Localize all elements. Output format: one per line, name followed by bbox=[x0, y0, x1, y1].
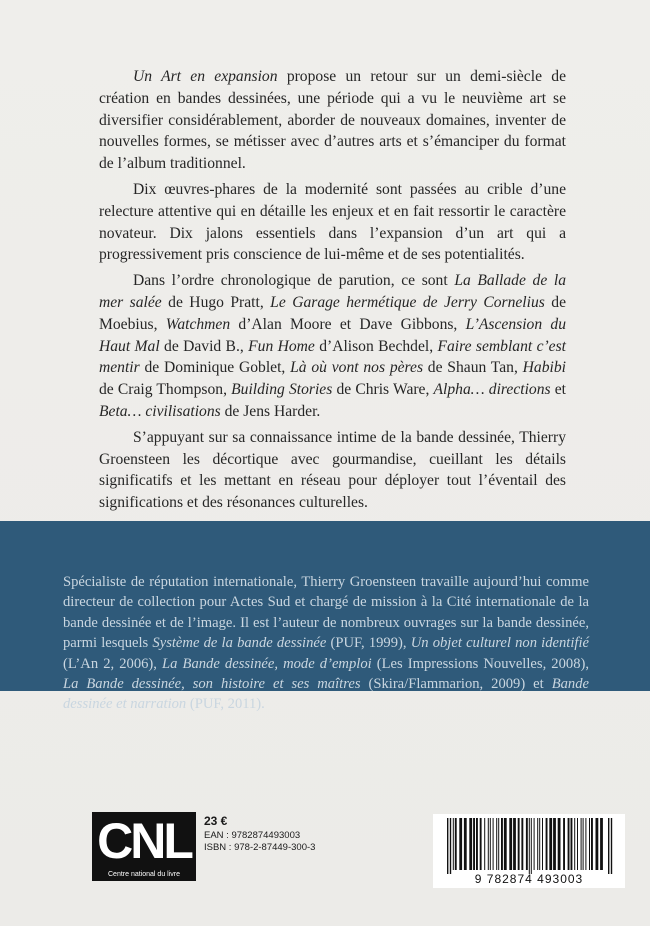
barcode-bar bbox=[476, 818, 478, 870]
barcode-bar bbox=[611, 818, 612, 874]
cnl-logo bbox=[92, 812, 196, 881]
barcode-bar bbox=[591, 818, 593, 870]
barcode-bar bbox=[585, 818, 586, 870]
barcode-bar bbox=[546, 818, 548, 870]
barcode-bar bbox=[581, 818, 582, 870]
barcode-bar bbox=[450, 818, 451, 874]
barcode-bar bbox=[531, 818, 532, 874]
work-title: Alpha… directions bbox=[433, 381, 551, 399]
work-title: Watchmen bbox=[165, 315, 231, 333]
barcode bbox=[433, 814, 625, 888]
barcode-bar bbox=[480, 818, 482, 870]
barcode-bar bbox=[518, 818, 520, 870]
publication-title: La Bande dessinée, mode d’emploi bbox=[162, 655, 372, 672]
barcode-bar bbox=[493, 818, 494, 870]
barcode-bar bbox=[453, 818, 454, 870]
barcode-bar bbox=[447, 818, 448, 874]
barcode-bar bbox=[571, 818, 573, 870]
barcode-bar bbox=[504, 818, 507, 870]
barcode-bar bbox=[521, 818, 523, 870]
barcode-bar bbox=[568, 818, 570, 870]
barcode-bar bbox=[473, 818, 475, 870]
blurb-paragraph-4: S’appuyant sur sa connaissance intime de la bande dessinée, Thierry Groensteen les décortique avec gourmandise, cueillant les détails significatifs et les mettant en réseau pour déployer tout l’éventail des significations et des résonances culturelles. bbox=[99, 428, 566, 512]
barcode-bar bbox=[496, 818, 497, 870]
barcode-bar bbox=[563, 818, 565, 870]
barcode-bar bbox=[596, 818, 599, 870]
cnl-logo-letters: CNL bbox=[97, 813, 191, 869]
work-title: Faire semblant c’est mentir bbox=[99, 337, 567, 377]
isbn-code: ISBN : 978-2-87449-300-3 bbox=[204, 841, 316, 853]
work-title: Beta… civilisations bbox=[99, 402, 221, 420]
barcode-bar bbox=[501, 818, 503, 870]
barcode-bar bbox=[608, 818, 609, 874]
publication-title: Bande dessinée et narration bbox=[63, 676, 589, 713]
blurb bbox=[99, 66, 566, 514]
barcode-bar bbox=[600, 818, 603, 870]
barcode-bar bbox=[490, 818, 491, 870]
barcode-bar bbox=[469, 818, 472, 870]
barcode-bar bbox=[488, 818, 489, 870]
price-block bbox=[204, 814, 315, 853]
barcode-bar bbox=[509, 818, 512, 870]
barcode-bar bbox=[542, 818, 543, 870]
barcode-bar bbox=[583, 818, 584, 870]
blurb-paragraph-1: Un Art en expansion propose un retour sur un demi-siècle de création en bandes dessinées, une période qui a vu le neuvième art se diversifier considérablement, aborder de nouveaux domaines, inventer de nouvelles formes, se métisser avec d’autres arts et s’émanciper du format de l’album traditionnel. bbox=[99, 68, 566, 173]
barcode-bar bbox=[553, 818, 556, 870]
barcode-bar bbox=[464, 818, 467, 870]
book-title: Un Art en expansion bbox=[133, 68, 278, 85]
barcode-bar bbox=[589, 818, 590, 870]
work-title: Building Stories bbox=[231, 381, 333, 399]
work-title: Fun Home bbox=[248, 337, 315, 355]
barcode-bar bbox=[498, 818, 499, 870]
work-title: Le Garage hermétique de Jerry Cornelius bbox=[270, 293, 545, 311]
blurb-paragraph-3: Dans l’ordre chronologique de parution, ce sont La Ballade de la mer salée de Hugo Pratt, Le Garage hermétique de Jerry Cornelius de Moebius, Watchmen d’Alan Moore et Dave Gibbons, L’Ascension du Haut Mal de David B., Fun Home d’Alison Bechdel, Faire semblant c’est mentir de Dominique Goblet, Là où vont nos pères de Shaun Tan, Habibi de Craig Thompson, Building Stories de Chris Ware, Alpha… directions et Beta… civilisations de Jens Harder. bbox=[99, 272, 567, 420]
ean-code: EAN : 9782874493003 bbox=[204, 830, 301, 841]
barcode-bar bbox=[484, 818, 485, 870]
author-bio: Spécialiste de réputation internationale, Thierry Groensteen travaille aujourd’hui comme directeur de collection pour Actes Sud et chargé de mission à la Cité internationale de la bande dessinée et de l’image. Il est l’auteur de nombreux ouvrages sur la bande dessinée, parmi lesquels Système de la bande dessinée (PUF, 1999), Un objet culturel non identifié (L’An 2, 2006), La Bande dessinée, mode d’emploi (Les Impressions Nouvelles, 2008), La Bande dessinée, son histoire et ses maîtres (Skira/Flammarion, 2009) et Bande dessinée et narration (PUF, 2011). bbox=[63, 574, 590, 713]
barcode-bar bbox=[534, 818, 535, 870]
blurb-paragraph-2: Dix œuvres-phares de la modernité sont passées au crible d’une relecture attentive qui en détaille les enjeux et en fait ressortir le caractère novateur. Dix jalons essentiels dans l’expansion d’un art qui a progressivement pris conscience de lui-même et de ses potentialités. bbox=[99, 180, 566, 264]
barcode-bar bbox=[459, 818, 462, 870]
work-title: Habibi bbox=[522, 359, 566, 377]
barcode-bar bbox=[539, 818, 540, 870]
barcode-digits: 9 782874 493003 bbox=[474, 872, 584, 886]
barcode-bar bbox=[529, 818, 530, 874]
barcode-bar bbox=[455, 818, 457, 870]
publication-title: Système de la bande dessinée bbox=[152, 635, 327, 652]
barcode-bar bbox=[574, 818, 575, 870]
barcode-bars bbox=[433, 814, 625, 874]
publication-title: La Bande dessinée, son histoire et ses maîtres bbox=[63, 676, 361, 693]
barcode-bar bbox=[513, 818, 516, 870]
cnl-logo-caption: Centre national du livre bbox=[108, 871, 180, 878]
barcode-bar bbox=[526, 818, 528, 870]
barcode-bar bbox=[577, 818, 578, 870]
price: 23 € bbox=[204, 814, 228, 828]
work-title: L’Ascension du Haut Mal bbox=[99, 315, 566, 355]
barcode-bar bbox=[549, 818, 552, 870]
barcode-bar bbox=[537, 818, 538, 870]
work-title: Là où vont nos pères bbox=[290, 359, 424, 377]
work-title: La Ballade de la mer salée bbox=[99, 272, 566, 311]
barcode-bar bbox=[558, 818, 561, 870]
publication-title: Un objet culturel non identifié bbox=[410, 635, 589, 652]
